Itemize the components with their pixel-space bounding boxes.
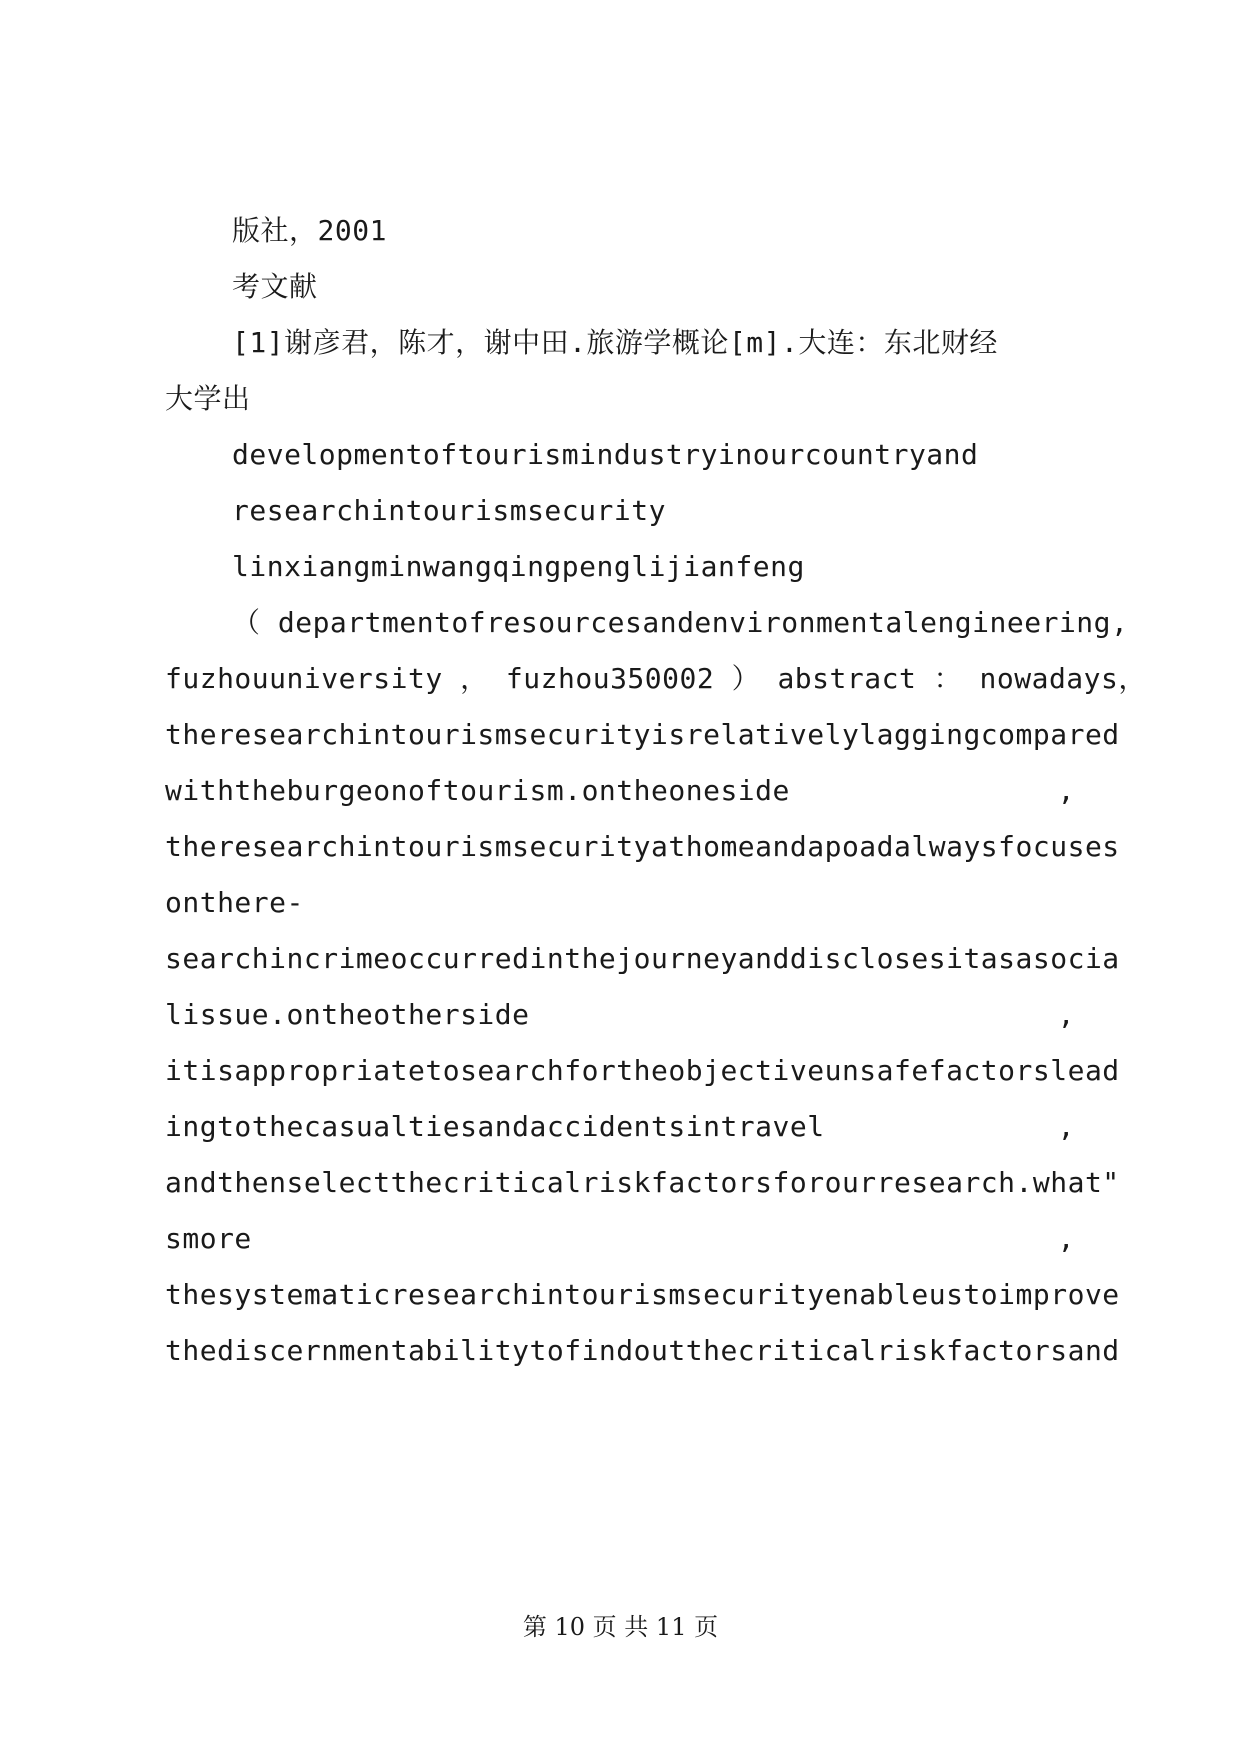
english-title-line: developmentoftourismindustryinourcountryand: [232, 438, 979, 471]
reference-entry: [1]谢彦君，陈才，谢中田.旅游学概论[m].大连：东北财经: [232, 326, 998, 359]
abstract-line: [165, 995, 1075, 1035]
abstract-line-text: lissue.ontheotherside: [165, 998, 530, 1031]
text-line: 版社，2001: [232, 214, 387, 247]
abstract-line: andthenselectthecriticalriskfactorsforourresearch.what": [165, 1166, 1120, 1199]
abstract-line: [165, 771, 1075, 811]
abstract-line: fuzhouuniversity ， fuzhou350002 ） abstract ： nowadays，: [165, 662, 1147, 695]
abstract-line: theresearchintourismsecurityisrelativelylaggingcompared: [165, 718, 1120, 751]
abstract-line: theresearchintourismsecurityathomeandapoadalwaysfocuses: [165, 830, 1120, 863]
abstract-line: thediscernmentabilitytofindoutthecriticalriskfactorsand: [165, 1334, 1120, 1367]
abstract-line: thesystematicresearchintourismsecurityenableustoimprove: [165, 1278, 1120, 1311]
section-heading: 考文献: [232, 270, 318, 303]
trailing-comma: ,: [1057, 1110, 1075, 1143]
affiliation-line: （ departmentofresourcesandenvironmentalengineering,: [232, 606, 1129, 639]
abstract-line: searchincrimeoccurredinthejourneyanddisclosesitasasocia: [165, 942, 1120, 975]
trailing-comma: ,: [1057, 998, 1075, 1031]
reference-entry-continued: 大学出: [165, 382, 251, 415]
page-number-footer: 第 10 页 共 11 页: [522, 1613, 719, 1641]
abstract-line-text: ingtothecasualtiesandaccidentsintravel: [165, 1110, 825, 1143]
abstract-line: onthere-: [165, 886, 304, 919]
author-line: linxiangminwangqingpenglijianfeng: [232, 550, 805, 583]
english-title-line: researchintourismsecurity: [232, 494, 666, 527]
abstract-line: itisappropriatetosearchfortheobjectiveunsafefactorslead: [165, 1054, 1120, 1087]
trailing-comma: ,: [1057, 774, 1075, 807]
abstract-line: [165, 1219, 1075, 1259]
abstract-line-text: withtheburgeonoftourism.ontheoneside: [165, 774, 790, 807]
abstract-line-text: smore: [165, 1222, 252, 1255]
abstract-line: [165, 1107, 1075, 1147]
trailing-comma: ,: [1057, 1222, 1075, 1255]
